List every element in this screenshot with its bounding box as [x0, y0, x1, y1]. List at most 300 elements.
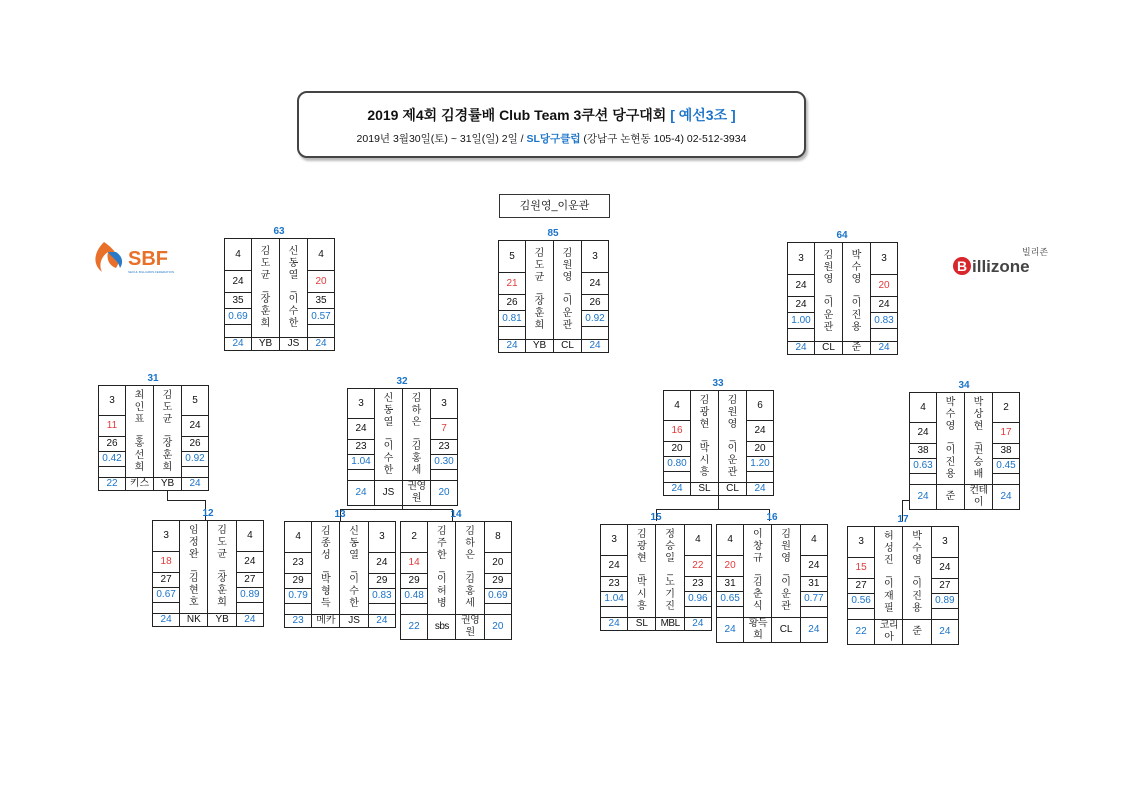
title-box: [297, 91, 806, 158]
name-char: 영: [727, 418, 738, 430]
club-name: 메카: [312, 615, 340, 628]
games-count: 3: [871, 243, 898, 275]
name-char: 식: [753, 601, 763, 612]
match-table-15: [600, 524, 712, 631]
handicap: 22: [848, 620, 875, 645]
handicap: 24: [747, 483, 774, 496]
club-name: JS: [280, 338, 308, 351]
club-name: sbs: [428, 615, 456, 640]
player-pair-name: [252, 239, 280, 338]
player-pair-name: [691, 391, 719, 483]
club-name: 권영원: [456, 615, 484, 640]
name-char: 영: [562, 272, 573, 283]
average: 0.57: [308, 309, 335, 325]
club-name: YB: [208, 614, 236, 627]
games-count: 4: [684, 525, 711, 556]
name-char: 승: [665, 541, 675, 552]
name-char: 훈: [534, 308, 545, 319]
score: 20: [871, 275, 898, 297]
name-char: 흥: [699, 466, 710, 478]
club-name: SL: [691, 483, 719, 496]
club-name: CL: [815, 342, 843, 355]
name-char: 장: [260, 294, 271, 305]
average: 0.67: [153, 588, 180, 603]
player-pair-name: [843, 243, 871, 342]
name-char: 진: [912, 591, 922, 602]
name-char: _: [219, 561, 225, 572]
name-char: 진: [665, 601, 675, 612]
name-char: 김: [727, 394, 738, 406]
name-char: 김: [437, 526, 447, 537]
average: 1.04: [601, 592, 628, 607]
club-name: 권영원: [403, 481, 431, 506]
name-char: _: [413, 428, 420, 440]
games-count: 4: [664, 391, 691, 421]
name-char: 김: [321, 526, 331, 537]
name-char: 동: [288, 258, 299, 269]
name-char: 이: [727, 442, 738, 454]
name-char: _: [701, 430, 708, 442]
name-char: 임: [189, 525, 199, 536]
handicap: 24: [931, 620, 958, 645]
innings: 29: [285, 574, 312, 589]
match-number: 64: [836, 230, 848, 241]
innings: 23: [348, 440, 375, 455]
score: 24: [225, 271, 252, 293]
name-char: 표: [134, 413, 145, 425]
score: 23: [285, 553, 312, 574]
games-count: 6: [747, 391, 774, 421]
player-pair-name: [965, 393, 993, 485]
sbf-logo-text: SBF: [128, 248, 168, 270]
blank-cell: [717, 607, 744, 618]
name-char: 선: [134, 449, 145, 461]
name-char: 김: [562, 248, 573, 259]
name-char: 박: [637, 577, 647, 588]
name-char: 수: [349, 586, 359, 597]
games-count: 3: [582, 241, 609, 273]
average: 0.81: [499, 311, 526, 327]
name-char: 홍: [134, 437, 145, 449]
name-char: 세: [411, 464, 422, 476]
name-char: 김: [465, 574, 475, 585]
games-count: 4: [236, 521, 263, 552]
name-char: 종: [321, 538, 331, 549]
score: 24: [788, 275, 815, 297]
innings: 29: [484, 574, 511, 589]
innings: 24: [871, 297, 898, 313]
innings: 24: [788, 297, 815, 313]
games-count: 8: [484, 522, 511, 553]
innings: 23: [601, 577, 628, 592]
name-char: 김: [823, 250, 834, 261]
name-char: 운: [562, 308, 573, 319]
name-char: 이: [945, 444, 956, 456]
name-char: 규: [753, 553, 763, 564]
handicap: 24: [308, 338, 335, 351]
games-count: 4: [285, 522, 312, 553]
games-count: 3: [368, 522, 395, 553]
name-char: 허: [884, 531, 894, 542]
innings: 26: [99, 437, 126, 452]
name-char: 승: [973, 456, 984, 468]
name-char: 허: [437, 586, 447, 597]
average: 0.83: [368, 589, 395, 604]
name-char: 원: [727, 406, 738, 418]
name-char: 한: [383, 464, 394, 476]
name-char: 춘: [753, 589, 763, 600]
name-char: 장: [534, 296, 545, 307]
club-name: 코리아: [875, 620, 903, 645]
name-char: 진: [884, 555, 894, 566]
club-name: YB: [526, 340, 554, 353]
name-char: 희: [260, 318, 271, 329]
innings: 27: [848, 579, 875, 594]
name-char: 관: [823, 322, 834, 333]
games-count: 3: [601, 525, 628, 556]
name-char: 최: [134, 389, 145, 401]
player-pair-name: [280, 239, 308, 338]
name-char: 하: [465, 538, 475, 549]
player-pair-name: [456, 522, 484, 615]
innings: 29: [401, 574, 428, 589]
name-char: 김: [534, 248, 545, 259]
handicap: 24: [153, 614, 180, 627]
title-main: 2019 제4회 김경률배 Club Team 3쿠션 당구대회: [367, 107, 667, 123]
name-char: _: [975, 432, 982, 444]
match-table-85: [498, 240, 609, 353]
name-char: 신: [383, 392, 394, 404]
score: 24: [601, 556, 628, 577]
club-name: 키스: [126, 478, 154, 491]
match-table-33: [663, 390, 774, 496]
games-count: 2: [401, 522, 428, 553]
name-char: 관: [727, 466, 738, 478]
name-char: 이: [753, 529, 763, 540]
date-text: 2019년 3월30일(토) ~ 31일(일) 2일 /: [356, 133, 524, 145]
name-char: _: [886, 567, 892, 578]
average: 1.20: [747, 457, 774, 472]
tournament-title: [299, 105, 804, 125]
match-number: 14: [450, 509, 462, 520]
name-char: 박: [699, 442, 710, 454]
player-pair-name: [875, 527, 903, 620]
games-count: 4: [800, 525, 827, 556]
player-pair-name: [340, 522, 368, 615]
name-char: 한: [437, 550, 447, 561]
name-char: 균: [534, 272, 545, 283]
name-char: 수: [383, 452, 394, 464]
handicap: 23: [285, 615, 312, 628]
name-char: _: [667, 565, 673, 576]
match-table-64: [787, 242, 898, 355]
name-char: _: [783, 565, 789, 576]
name-char: 한: [349, 598, 359, 609]
name-char: 열: [383, 416, 394, 428]
name-char: 훈: [162, 449, 173, 461]
innings: 23: [684, 577, 711, 592]
name-char: 김: [637, 529, 647, 540]
name-char: 용: [851, 322, 862, 333]
name-char: 현: [189, 585, 199, 596]
name-char: 김: [465, 526, 475, 537]
name-char: 수: [851, 262, 862, 273]
innings: 38: [993, 444, 1020, 459]
games-count: 3: [153, 521, 180, 552]
venue-text: SL당구클럽: [526, 133, 581, 145]
blank-cell: [431, 470, 458, 481]
club-name: 준: [843, 342, 871, 355]
name-char: 박: [973, 396, 984, 408]
handicap: 22: [99, 478, 126, 491]
name-char: 이: [349, 574, 359, 585]
handicap: 24: [684, 618, 711, 631]
name-char: 관: [781, 601, 791, 612]
name-char: _: [639, 565, 645, 576]
name-char: 영: [823, 274, 834, 285]
name-char: 기: [665, 589, 675, 600]
score: 17: [993, 423, 1020, 444]
blank-cell: [348, 470, 375, 481]
player-pair-name: [815, 243, 843, 342]
name-char: 수: [945, 408, 956, 420]
name-char: 운: [781, 589, 791, 600]
name-char: 균: [162, 413, 173, 425]
player-pair-name: [554, 241, 582, 340]
blank-cell: [499, 327, 526, 340]
average: 0.77: [800, 592, 827, 607]
club-name: YB: [154, 478, 182, 491]
name-char: _: [467, 562, 473, 573]
blank-cell: [910, 474, 937, 485]
player-pair-name: [154, 386, 182, 478]
average: 0.42: [99, 452, 126, 467]
name-char: 원: [823, 262, 834, 273]
player-pair-name: [428, 522, 456, 615]
score: 7: [431, 419, 458, 440]
name-char: 상: [973, 408, 984, 420]
match-number: 63: [273, 226, 285, 237]
name-char: 이: [912, 579, 922, 590]
average: 0.89: [931, 594, 958, 609]
innings: 27: [931, 579, 958, 594]
innings: 31: [800, 577, 827, 592]
name-char: 용: [945, 468, 956, 480]
name-char: 용: [912, 603, 922, 614]
name-char: 영: [945, 420, 956, 432]
score: 24: [348, 419, 375, 440]
name-char: _: [914, 567, 920, 578]
name-char: 박: [851, 250, 862, 261]
name-char: 열: [349, 550, 359, 561]
name-char: 도: [260, 258, 271, 269]
player-pair-name: [937, 393, 965, 485]
match-table-12: [152, 520, 264, 627]
blank-cell: [99, 467, 126, 478]
name-char: 영: [912, 555, 922, 566]
name-char: _: [191, 561, 197, 572]
name-char: 재: [884, 591, 894, 602]
name-char: 이: [851, 298, 862, 309]
name-char: 현: [637, 553, 647, 564]
player-pair-name: [180, 521, 208, 614]
score: 24: [182, 416, 209, 437]
name-char: 김: [753, 577, 763, 588]
name-char: 이: [562, 296, 573, 307]
handicap: 24: [871, 342, 898, 355]
player-pair-name: [903, 527, 931, 620]
score: 24: [931, 558, 958, 579]
handicap: 24: [788, 342, 815, 355]
name-char: 이: [288, 294, 299, 305]
name-char: 득: [321, 598, 331, 609]
blank-cell: [993, 474, 1020, 485]
games-count: 3: [931, 527, 958, 558]
blank-cell: [684, 607, 711, 618]
name-char: 원: [781, 541, 791, 552]
match-number: 17: [897, 514, 909, 525]
games-count: 3: [99, 386, 126, 416]
blank-cell: [848, 609, 875, 620]
player-pair-name: [403, 389, 431, 481]
name-char: 이: [884, 579, 894, 590]
name-char: 현: [699, 418, 710, 430]
score: 24: [236, 552, 263, 573]
name-char: 한: [288, 318, 299, 329]
tournament-subtitle: [299, 131, 804, 146]
player-pair-name: [656, 525, 684, 618]
name-char: 김: [189, 573, 199, 584]
club-name: NK: [180, 614, 208, 627]
name-char: 완: [189, 549, 199, 560]
games-count: 3: [431, 389, 458, 419]
name-char: 이: [383, 440, 394, 452]
games-count: 3: [788, 243, 815, 275]
innings: 20: [747, 442, 774, 457]
name-char: _: [262, 282, 269, 293]
name-char: 장: [217, 573, 227, 584]
score: 20: [308, 271, 335, 293]
name-char: 형: [321, 586, 331, 597]
handicap: 24: [368, 615, 395, 628]
billizone-logo-korean: 빌리존: [1022, 248, 1049, 258]
blank-cell: [236, 603, 263, 614]
games-count: 5: [182, 386, 209, 416]
name-char: _: [290, 282, 297, 293]
match-table-16: [716, 524, 828, 643]
name-char: 김: [162, 389, 173, 401]
sbf-logo: [90, 238, 185, 278]
club-name: CL: [554, 340, 582, 353]
name-char: 세: [465, 598, 475, 609]
blank-cell: [664, 472, 691, 483]
match-number: 33: [712, 378, 724, 389]
score: 24: [582, 273, 609, 295]
name-char: 병: [437, 598, 447, 609]
average: 0.80: [664, 457, 691, 472]
name-char: 도: [534, 260, 545, 271]
name-char: 신: [349, 526, 359, 537]
name-char: 김: [411, 392, 422, 404]
name-char: 성: [884, 543, 894, 554]
bracket-line: [656, 509, 769, 510]
innings: 38: [910, 444, 937, 459]
player-pair-name: [719, 391, 747, 483]
name-char: 홍: [465, 586, 475, 597]
bracket-line: [167, 500, 205, 501]
name-char: _: [351, 562, 357, 573]
average: 0.96: [684, 592, 711, 607]
name-char: 은: [411, 416, 422, 428]
handicap: 22: [401, 615, 428, 640]
name-char: _: [755, 565, 761, 576]
match-number: 13: [334, 509, 346, 520]
club-name: 컨테이: [965, 485, 993, 510]
name-char: _: [385, 428, 392, 440]
innings: 35: [225, 293, 252, 309]
name-char: 김: [411, 440, 422, 452]
name-char: 이: [781, 577, 791, 588]
blank-cell: [182, 467, 209, 478]
games-count: 4: [717, 525, 744, 556]
name-char: 정: [665, 529, 675, 540]
average: 0.83: [871, 313, 898, 329]
player-pair-name: [375, 389, 403, 481]
match-table-34: [909, 392, 1020, 510]
blank-cell: [871, 329, 898, 342]
games-count: 3: [348, 389, 375, 419]
club-name: CL: [772, 618, 800, 643]
handicap: 24: [582, 340, 609, 353]
name-char: 인: [134, 401, 145, 413]
blank-cell: [308, 325, 335, 338]
score: 20: [484, 553, 511, 574]
title-group: [ 예선3조 ]: [670, 107, 736, 123]
score: 18: [153, 552, 180, 573]
blank-cell: [601, 607, 628, 618]
club-name: SL: [628, 618, 656, 631]
name-char: _: [323, 562, 329, 573]
club-name: 준: [903, 620, 931, 645]
average: 0.30: [431, 455, 458, 470]
name-char: 김: [781, 529, 791, 540]
innings: 27: [236, 573, 263, 588]
match-table-63: [224, 238, 335, 351]
name-char: 주: [437, 538, 447, 549]
name-char: 시: [637, 589, 647, 600]
name-char: 이: [823, 298, 834, 309]
name-char: _: [536, 284, 543, 295]
name-char: 창: [753, 541, 763, 552]
average: 0.69: [225, 309, 252, 325]
name-char: _: [947, 432, 954, 444]
score: 15: [848, 558, 875, 579]
name-char: 신: [288, 246, 299, 257]
handicap: 24: [800, 618, 827, 643]
name-char: 희: [162, 461, 173, 473]
name-char: 훈: [217, 585, 227, 596]
match-number: 32: [396, 376, 408, 387]
name-char: 균: [217, 549, 227, 560]
handicap: 24: [664, 483, 691, 496]
name-char: _: [439, 562, 445, 573]
score: 16: [664, 421, 691, 442]
club-name: JS: [375, 481, 403, 506]
name-char: 필: [884, 603, 894, 614]
club-name: MBL: [656, 618, 684, 631]
name-char: 희: [134, 461, 145, 473]
name-char: _: [825, 286, 832, 297]
